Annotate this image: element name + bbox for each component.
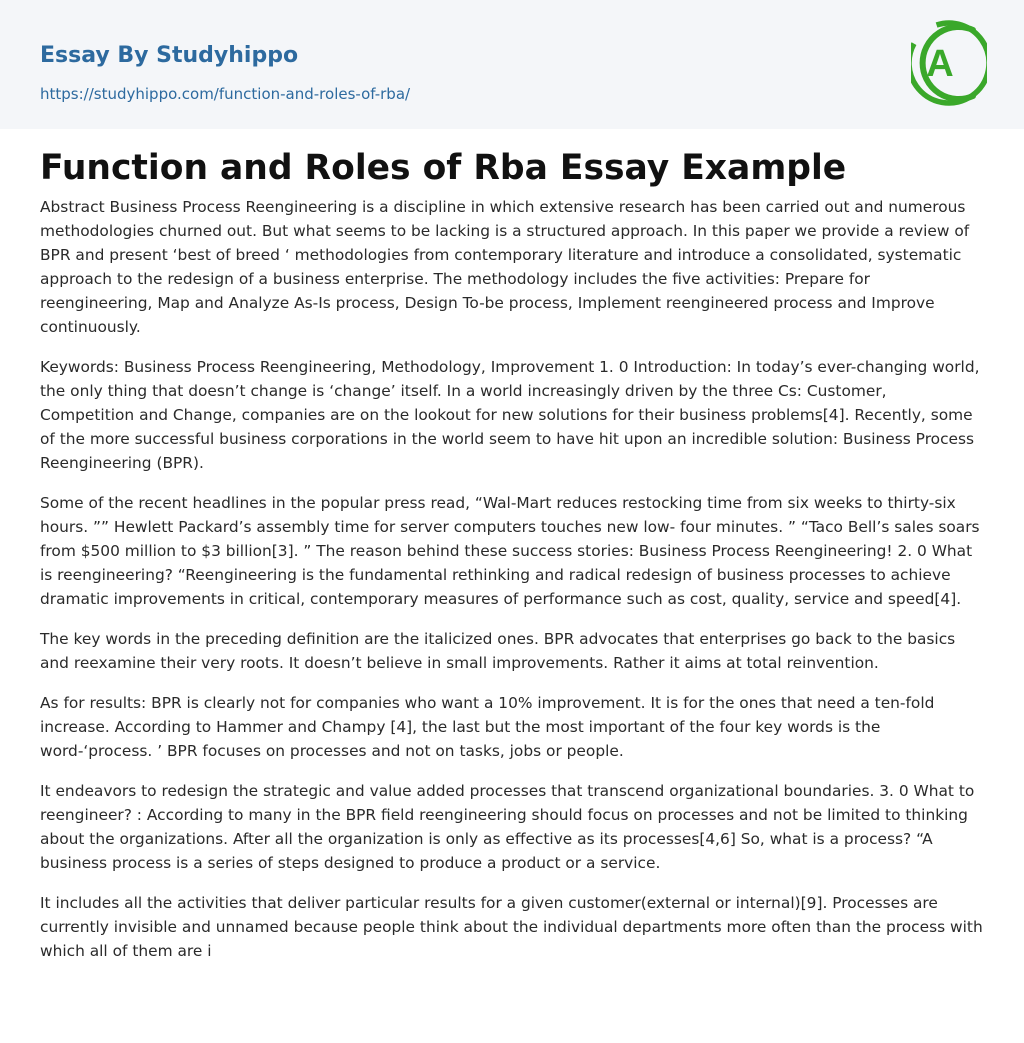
article-paragraph: As for results: BPR is clearly not for companies who want a 10% improvement. It is for the ones that need a ten-fold increase. According to Hammer and Champy [4], the last but the most important of the four key words is the word-‘process. ’ BPR focuses on processes and not on tasks, jobs or people. bbox=[40, 694, 935, 760]
article-paragraph: It includes all the activities that deliver particular results for a given customer(external or internal)[9]. Processes are currently invisible and unnamed because people think about the individual departments more often than the process with which all of them are i bbox=[40, 894, 983, 960]
article bbox=[0, 147, 1024, 963]
article-paragraph: Keywords: Business Process Reengineering, Methodology, Improvement 1. 0 Introduction: In today’s ever-changing world, the only thing that doesn’t change is ‘change’ itself. In a world increasingly driven by the three Cs: Customer, Competition and Change, companies are on the lookout for new solutions for their business problems[4]. Recently, some of the more successful business corporations in the world seem to have hit upon an incredible solution: Business Process Reengineering (BPR). bbox=[40, 358, 980, 472]
studyhippo-logo-icon[interactable] bbox=[911, 18, 987, 108]
article-paragraph: It endeavors to redesign the strategic and value added processes that transcend organizational boundaries. 3. 0 What to reengineer? : According to many in the BPR field reengineering should focus on processes and not be limited to thinking about the organizations. After all the organization is only as effective as its processes[4,6] So, what is a process? “A business process is a series of steps designed to produce a product or a service. bbox=[40, 782, 975, 872]
site-name[interactable]: Essay By Studyhippo bbox=[40, 43, 299, 68]
article-title: Function and Roles of Rba Essay Example bbox=[40, 148, 847, 188]
article-paragraph: The key words in the preceding definition are the italicized ones. BPR advocates that enterprises go back to the basics and reexamine their very roots. It doesn’t believe in small improvements. Rather it aims at total reinvention. bbox=[40, 630, 956, 672]
article-paragraph: Abstract Business Process Reengineering is a discipline in which extensive research has been carried out and numerous methodologies churned out. But what seems to be lacking is a structured approach. In this paper we provide a review of BPR and present ‘best of breed ‘ methodologies from contemporary literature and introduce a consolidated, systematic approach to the redesign of a business enterprise. The methodology includes the five activities: Prepare for reengineering, Map and Analyze As-Is process, Design To-be process, Implement reengineered process and Improve continuously. bbox=[40, 198, 970, 336]
svg-text:A: A bbox=[926, 43, 954, 85]
article-paragraph: Some of the recent headlines in the popular press read, “Wal-Mart reduces restocking time from six weeks to thirty-six hours. ”” Hewlett Packard’s assembly time for server computers touches new low- four minutes. ” “Taco Bell’s sales soars from $500 million to $3 billion[3]. ” The reason behind these success stories: Business Process Reengineering! 2. 0 What is reengineering? “Reengineering is the fundamental rethinking and radical redesign of business processes to achieve dramatic improvements in critical, contemporary measures of performance such as cost, quality, service and speed[4]. bbox=[40, 494, 980, 608]
page-url-link[interactable]: https://studyhippo.com/function-and-roles-of-rba/ bbox=[40, 85, 411, 103]
site-header bbox=[0, 0, 1024, 129]
